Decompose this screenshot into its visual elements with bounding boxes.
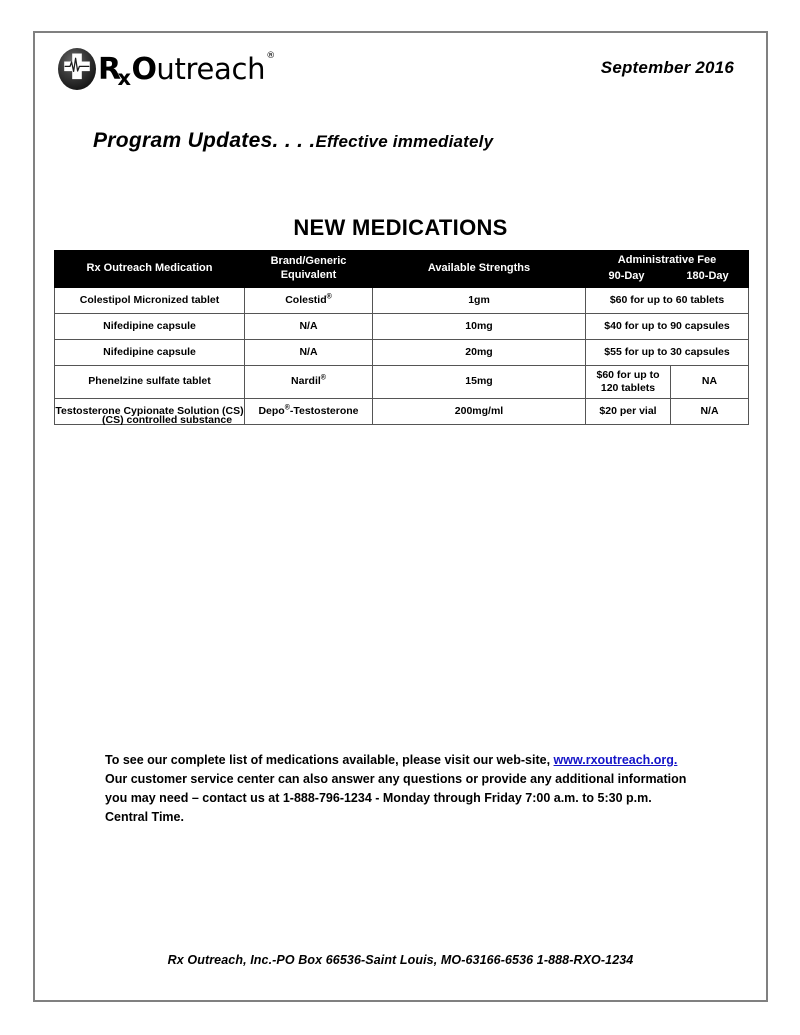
logo-letter-x: x: [117, 66, 131, 90]
cell-strength: 15mg: [373, 366, 586, 399]
column-header-brand-generic: [245, 251, 373, 288]
rx-cross-ekg-icon: [57, 47, 97, 91]
cell-fee-merged: $40 for up to 90 capsules: [586, 314, 749, 340]
table-row: [55, 366, 749, 399]
column-header-medication: Rx Outreach Medication: [55, 251, 245, 288]
logo-letter-r: R: [98, 52, 121, 87]
contact-paragraph: [105, 751, 695, 827]
cell-fee-180day: NA: [671, 366, 749, 399]
table-row: [55, 340, 749, 366]
fee-subheader-90day: 90-Day: [608, 270, 645, 282]
rx-outreach-logo: [57, 45, 274, 93]
cell-strength: 1gm: [373, 288, 586, 314]
cell-strength: 200mg/ml: [373, 399, 586, 425]
logo-letter-o: O: [131, 52, 157, 87]
brand-generic-line1: Brand/Generic: [270, 255, 347, 268]
registered-mark: ®: [326, 293, 332, 301]
paragraph-part2: Our customer service center can also answer any questions or provide any additional information you may need – contact us at 1-888-796-1234 - Monday through Friday 7:00 a.m. to 5:30 p.m. Central Time.: [105, 772, 687, 824]
document-date: September 2016: [600, 58, 734, 77]
cell-medication: Testosterone Cypionate Solution (CS): [55, 399, 245, 425]
cell-medication: Nifedipine capsule: [55, 340, 245, 366]
brand-generic-line2: Equivalent: [280, 269, 337, 281]
cell-medication: Phenelzine sulfate tablet: [55, 366, 245, 399]
logo-wordmark: [98, 51, 275, 90]
fee-title: Administrative Fee: [617, 254, 717, 267]
cell-brand-generic: [245, 399, 373, 425]
brand-name: N/A: [299, 319, 318, 332]
column-header-strengths: Available Strengths: [373, 251, 586, 288]
fee-subheader-180day: 180-Day: [686, 270, 729, 282]
brand-name: Depo: [258, 404, 285, 417]
brand-name: N/A: [299, 345, 318, 358]
cell-fee-180day: N/A: [671, 399, 749, 425]
brand-suffix: -Testosterone: [289, 404, 359, 417]
table-row: [55, 314, 749, 340]
fee-90day-line1: $60 for up to: [596, 368, 660, 381]
column-header-administrative-fee: [586, 251, 749, 288]
fee-90day-line2: 120 tablets: [600, 382, 656, 394]
new-medications-table: [54, 250, 749, 425]
table-row: [55, 288, 749, 314]
cell-strength: 10mg: [373, 314, 586, 340]
program-updates-heading: [93, 129, 493, 153]
cell-brand-generic: [245, 314, 373, 340]
registered-mark: ®: [320, 374, 326, 382]
document-footer: Rx Outreach, Inc.-PO Box 66536-Saint Louis, MO-63166-6536 1-888-RXO-1234: [167, 953, 634, 967]
cell-brand-generic: [245, 366, 373, 399]
table-header: [55, 251, 749, 288]
cell-brand-generic: [245, 288, 373, 314]
rxoutreach-website-link[interactable]: www.rxoutreach.org.: [553, 753, 678, 767]
cell-fee-90day: [586, 366, 671, 399]
document-page: [33, 31, 768, 1002]
cell-fee-merged: $60 for up to 60 tablets: [586, 288, 749, 314]
registered-mark: ®: [284, 404, 290, 412]
program-updates-subtitle: Effective immediately: [315, 132, 494, 151]
cell-fee-merged: $55 for up to 30 capsules: [586, 340, 749, 366]
logo-word-outreach: utreach: [156, 52, 266, 86]
table-body: [55, 288, 749, 425]
cell-medication: Nifedipine capsule: [55, 314, 245, 340]
cell-strength: 20mg: [373, 340, 586, 366]
paragraph-part1: To see our complete list of medications available, please visit our web-site,: [105, 753, 554, 767]
cell-brand-generic: [245, 340, 373, 366]
controlled-substance-footnote: (CS) controlled substance: [102, 414, 233, 426]
document-header: [35, 33, 766, 111]
brand-name: Nardil: [291, 375, 321, 388]
brand-name: Colestid: [285, 293, 327, 306]
program-updates-title: Program Updates. . . .: [93, 129, 316, 152]
registered-mark: ®: [266, 51, 275, 61]
cell-fee-90day: $20 per vial: [586, 399, 671, 425]
section-title-new-medications: NEW MEDICATIONS: [293, 215, 508, 240]
cell-medication: Colestipol Micronized tablet: [55, 288, 245, 314]
